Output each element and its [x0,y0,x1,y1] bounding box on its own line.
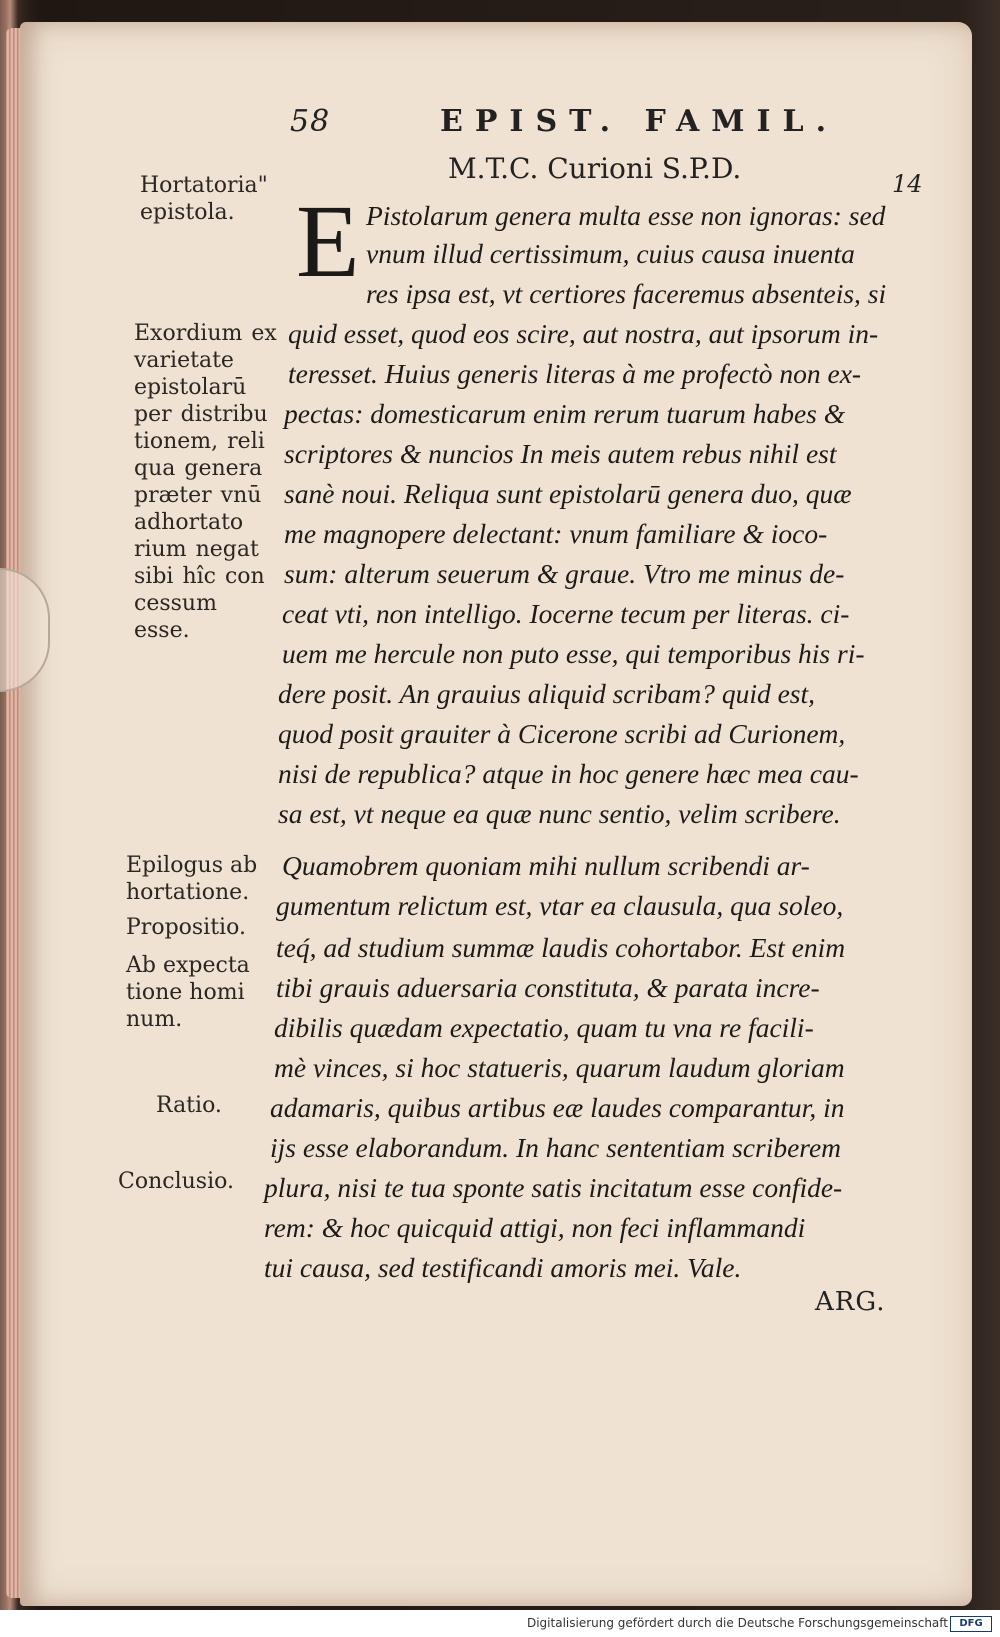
page-edge [6,28,20,1598]
body-line: plura, nisi te tua sponte satis incitatum esse confide- [264,1172,843,1203]
body-line: ijs esse elaborandum. In hanc sententiam scriberem [270,1132,842,1163]
drop-cap: E [296,184,360,299]
body-line: ceat vti, non intelligo. Iocerne tecum per literas. ci- [282,598,850,629]
margin-note-exordium: Exordium ex varietate epistolarū per distribu tionem, reli qua genera præter vnū adhortato rium negat sibi hîc con cessum esse. [134,321,277,643]
margin-note-ratio: Ratio. [156,1093,222,1118]
body-line: gumentum relictum est, vtar ea clausula, qua soleo, [276,890,844,921]
body-line: quid esset, quod eos scire, aut nostra, aut ipsorum in- [288,318,879,349]
running-title: EPIST. FAMIL. [440,104,839,139]
body-line: pectas: domesticarum enim rerum tuarum habes & [284,398,846,429]
body-line: mè vinces, si hoc statueris, quarum laudum gloriam [274,1052,845,1083]
body-line: Quamobrem quoniam mihi nullum scribendi ar- [282,850,810,881]
body-line: Pistolarum genera multa esse non ignoras: sed [366,200,886,231]
body-line: adamaris, quibus artibus eæ laudes comparantur, in [270,1092,845,1123]
body-line: sum: alterum seuerum & graue. Vtro me minus de- [284,558,845,589]
margin-note-expectatione: Ab expecta tione homi num. [126,953,250,1032]
body-line: uem me hercule non puto esse, qui temporibus his ri- [282,638,865,669]
body-line: sa est, vt neque ea quæ nunc sentio, velim scribere. [278,798,841,829]
body-line: teq́, ad studium summæ laudis cohortabor. Est enim [276,932,846,963]
body-line: quod posit grauiter à Cicerone scribi ad Curionem, [278,718,846,749]
running-head [290,104,850,144]
dfg-logo-icon: DFG [950,1616,992,1632]
letter-number: 14 [892,170,923,198]
body-line: me magnopere delectant: vnum familiare & ioco- [284,518,828,549]
footer [0,1612,1000,1637]
body-line: tui causa, sed testificandi amoris mei. Vale. [264,1252,742,1283]
body-line: vnum illud certissimum, cuius causa inuenta [366,238,855,269]
body-line: teresset. Huius generis literas à me profectò non ex- [288,358,862,389]
footer-credit: Digitalisierung gefördert durch die Deutsche Forschungsgemeinschaft [526,1616,948,1630]
margin-note-hortatoria: Hortatoria" epistola. [140,173,268,225]
margin-note-propositio: Propositio. [126,915,246,940]
letter-heading: M.T.C. Curioni S.P.D. [448,152,742,185]
body-line: nisi de republica? atque in hoc genere hæc mea cau- [278,758,859,789]
body-line: tibi grauis aduersaria constituta, & parata incre- [276,972,820,1003]
body-line: res ipsa est, vt certiores faceremus absenteis, si [366,278,887,309]
body-line: dibilis quædam expectatio, quam tu vna re facili- [274,1012,814,1043]
margin-note-epilogus: Epilogus ab hortatione. [126,853,258,905]
catchword: ARG. [815,1287,886,1317]
body-line: rem: & hoc quicquid attigi, non feci inflammandi [264,1212,806,1243]
margin-note-conclusio: Conclusio. [118,1169,234,1194]
body-line: scriptores & nuncios In meis autem rebus nihil est [284,438,837,469]
body-line: dere posit. An grauius aliquid scribam? quid est, [278,678,816,709]
page-number: 58 [290,104,331,139]
body-line: sanè noui. Reliqua sunt epistolarū genera duo, quæ [284,478,852,509]
